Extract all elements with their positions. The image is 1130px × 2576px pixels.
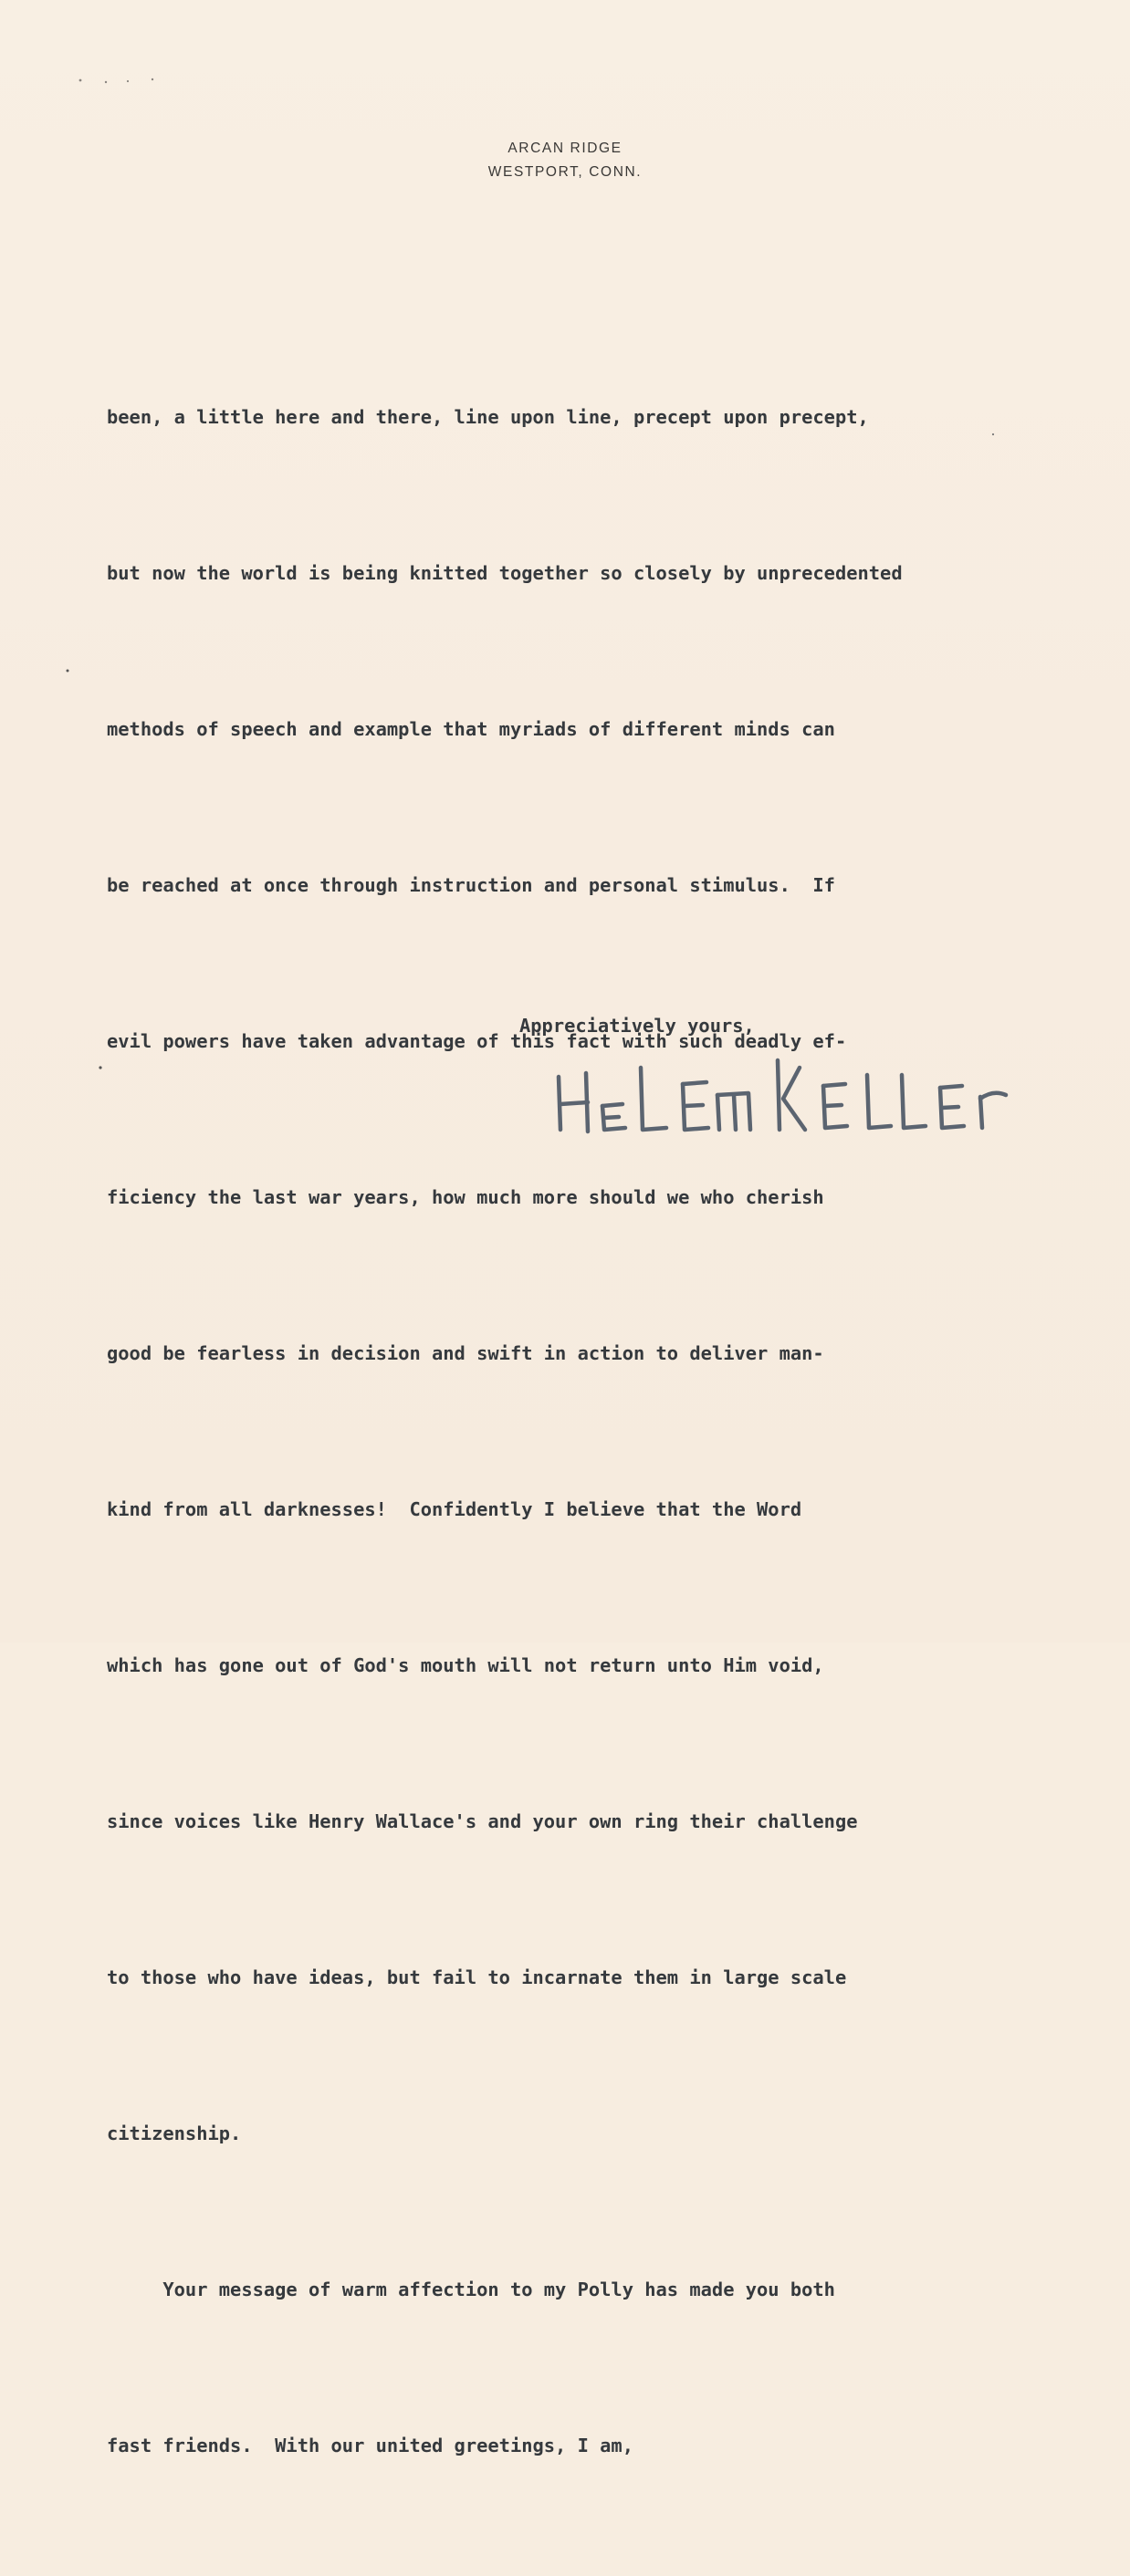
body-line: ficiency the last war years, how much more should we who cherish: [107, 1186, 824, 1208]
body-line: fast friends. With our united greetings, I am,: [107, 2435, 633, 2456]
letterhead: [0, 137, 1130, 184]
letter-body: [107, 287, 1065, 2576]
body-line: to those who have ideas, but fail to incarnate them in large scale: [107, 1966, 847, 1988]
complimentary-close: Appreciatively yours,: [519, 1015, 755, 1037]
letterhead-estate: ARCAN RIDGE: [507, 141, 623, 156]
body-line: been, a little here and there, line upon line, precept upon precept,: [107, 406, 869, 428]
handwritten-signature: [539, 1031, 1086, 1159]
body-line: since voices like Henry Wallace's and your own ring their challenge: [107, 1810, 858, 1832]
body-line: which has gone out of God's mouth will not return unto Him void,: [107, 1654, 824, 1676]
body-line: Your message of warm affection to my Polly has made you both: [107, 2279, 835, 2300]
body-line: good be fearless in decision and swift in action to deliver man-: [107, 1342, 824, 1364]
body-line: evil powers have taken advantage of this fact with such deadly ef-: [107, 1030, 847, 1052]
letterhead-town: WESTPORT, CONN.: [487, 164, 643, 180]
body-line: be reached at once through instruction and personal stimulus. If: [107, 874, 835, 896]
body-line: but now the world is being knitted together so closely by unprecedented: [107, 562, 903, 584]
body-line: kind from all darknesses! Confidently I believe that the Word: [107, 1498, 802, 1520]
body-line: citizenship.: [107, 2122, 242, 2144]
body-line: methods of speech and example that myriads of different minds can: [107, 718, 835, 740]
